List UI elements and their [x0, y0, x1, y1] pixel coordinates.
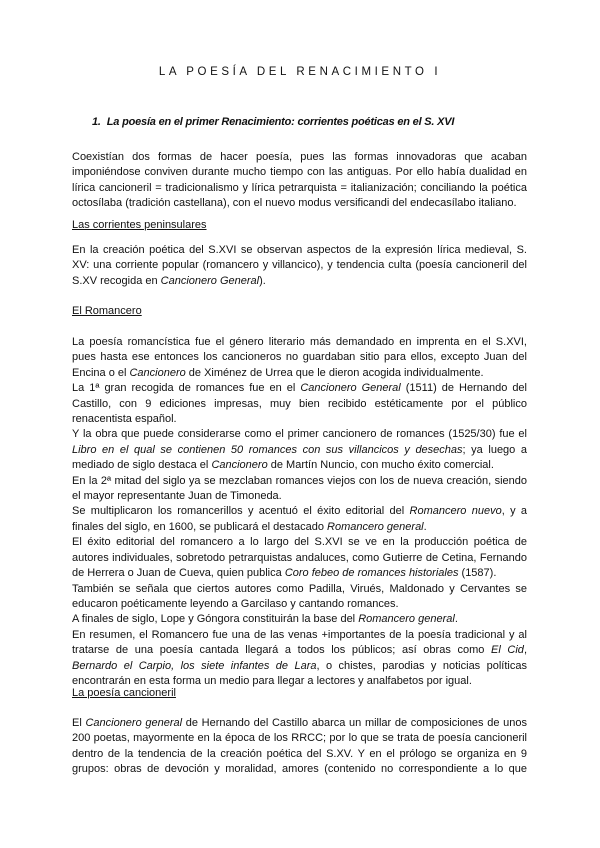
italic-title: Libro en el qual se contienen 50 romances con sus villancicos y desechas: [72, 443, 463, 456]
text-run: , o chistes, parodias y noticias políticas: [316, 659, 527, 672]
section-heading: [92, 116, 454, 128]
text-run: finales del siglo, en 1600, se publicará el destacado: [72, 520, 328, 533]
text-line: [72, 566, 527, 581]
italic-title: El Cid: [491, 644, 524, 657]
text-run: (1587).: [458, 567, 497, 580]
text-line: [72, 274, 527, 289]
text-line: El éxito editorial del romancero a lo largo del S.XVI se ve en la producción poética de: [72, 536, 527, 549]
text-line: octosílaba (tradición castellana), con el nuevo modus versificandi del endecasílabo italiano.: [72, 197, 517, 210]
text-line: 200 poetas, mayormente en la época de los RRCC; por lo que se trata de poesía cancioneril: [72, 732, 527, 745]
italic-title: Bernardo el Carpio, los siete infantes de Lara: [72, 659, 317, 672]
italic-title: Cancionero General: [300, 382, 401, 395]
text-run: Encina o el: [72, 366, 130, 379]
text-run: A finales de siglo, Lope y Góngora constituirán la base del: [72, 613, 359, 626]
text-run: (1511) de Hernando del: [400, 382, 527, 395]
text-run: ).: [259, 274, 266, 287]
text-line: imponiéndose conviven durante mucho tiempo con las antiguas. Por ello había dualidad en: [72, 166, 527, 179]
text-line: grupos: obras de devoción y moralidad, amores (contenido no correspondiente a lo que: [72, 763, 527, 776]
text-run: ; ya luego a: [462, 443, 527, 456]
italic-title: Cancionero general: [85, 717, 183, 729]
section-title: La poesía en el primer Renacimiento: corrientes poéticas en el S. XVI: [106, 116, 455, 128]
text-run: S.XV recogida en: [72, 274, 161, 287]
text-run: de Martín Nuncio, con mucho éxito comercial.: [267, 459, 494, 472]
italic-title: Romancero general: [358, 613, 455, 626]
italic-title: Cancionero: [129, 366, 186, 379]
intro-paragraph: [72, 150, 527, 212]
corrientes-paragraph: [72, 243, 527, 289]
text-line: [72, 612, 527, 627]
text-line: el mayor representante Juan de Timoneda.: [72, 490, 282, 503]
text-line: [72, 659, 527, 674]
text-line: dentro de la tendencia de la creación poética del S.XV. Y en el prólogo se organiza en 9: [72, 747, 527, 760]
italic-title: Romancero nuevo: [409, 505, 502, 518]
text-line: [72, 381, 527, 396]
text-run: , y a: [501, 505, 528, 518]
text-run: .: [454, 613, 458, 626]
text-line: autores individuales, sobretodo petrarquistas andaluces, como Gutierre de Cetina, Fernando: [72, 551, 527, 564]
text-line: [72, 443, 527, 458]
text-line: También se señala que ciertos autores como Padilla, Virués, Maldonado y Cervantes se: [72, 582, 527, 595]
text-run: de Hernando del Castillo abarca un millar de composiciones de unos: [182, 717, 527, 729]
heading-romancero: El Romancero: [72, 305, 142, 317]
text-line: [72, 458, 527, 473]
text-line: En resumen, el Romancero fue una de las venas +importantes de la poesía tradicional y al: [72, 628, 527, 641]
text-run: El: [72, 717, 86, 729]
text-run: tratarse de una poesía cantada llegará a todos los públicos; así obras como: [72, 644, 491, 657]
section-number: 1.: [92, 116, 101, 128]
text-line: [72, 504, 527, 519]
text-run: de Herrera o Juan de Cueva, quien publica: [72, 567, 285, 580]
text-line: La poesía romancística fue el género literario más demandado en imprenta en el S.XVI,: [72, 336, 527, 348]
text-line: [72, 520, 527, 535]
text-line: pues hasta ese entonces los cancioneros no guardaban sitio para ellos, excepto Juan del: [72, 351, 527, 364]
text-line: encontrarán en esta forma un medio para llegar a lectores y analfabetos por igual.: [72, 674, 472, 687]
text-line: renacentista español.: [72, 413, 177, 426]
heading-cancioneril: La poesía cancioneril: [72, 687, 176, 699]
text-line: Y la obra que puede considerarse como el primer cancionero de romances (1525/30) fue el: [72, 428, 527, 441]
text-line: [72, 643, 527, 658]
romancero-paragraph: [72, 335, 527, 689]
text-line: Castillo, con 9 ediciones impresas, muy bien recibido estéticamente por el público: [72, 397, 527, 410]
text-line: Coexistían dos formas de hacer poesía, pues las formas innovadoras que acaban: [72, 151, 527, 163]
italic-title: Cancionero: [211, 459, 268, 472]
text-run: de Ximénez de Urrea que le dieron acogida individualmente.: [185, 366, 484, 379]
text-line: educaron poéticamente leyendo a Garcilaso y cantando romances.: [72, 597, 399, 610]
italic-title: Coro febeo de romances historiales: [284, 567, 459, 580]
text-line: lírica cancioneril = tradicionalismo y lírica petrarquista = italianización; conciliando la poética: [72, 181, 527, 194]
cancioneril-paragraph: [72, 716, 527, 778]
italic-title: Romancero general: [327, 520, 424, 533]
text-line: En la 2ª mitad del siglo ya se mezclaban romances viejos con los de nueva creación, siendo: [72, 474, 527, 487]
italic-title: Cancionero General: [160, 274, 260, 287]
text-run: La 1ª gran recogida de romances fue en el: [72, 382, 301, 395]
heading-corrientes: Las corrientes peninsulares: [72, 219, 207, 231]
page-title: LA POESÍA DEL RENACIMIENTO I: [158, 66, 442, 78]
text-line: [72, 716, 527, 731]
text-line: XV: una corriente popular (romancero y villancico), y tendencia culta (poesía cancioneril del: [72, 259, 527, 272]
text-line: [72, 366, 527, 381]
text-run: .: [423, 520, 427, 533]
text-run: mediado de siglo destaca el: [72, 459, 212, 472]
text-run: Se multiplicaron los romancerillos y acentuó el éxito editorial del: [72, 505, 410, 518]
text-run: ,: [523, 644, 527, 657]
text-line: En la creación poética del S.XVI se observan aspectos de la expresión lírica medieval, S.: [72, 244, 527, 256]
